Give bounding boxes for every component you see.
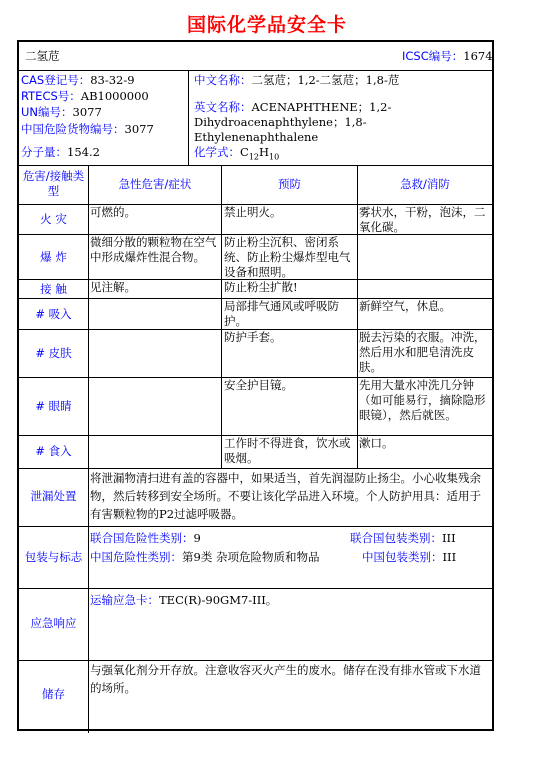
- un-label: UN编号：: [21, 105, 73, 119]
- storage-text: 与强氧化剂分开存放。注意收容灭火产生的废水。储存在没有排水管或下水道的场所。: [90, 663, 481, 695]
- cn-packing-group-value: III: [442, 550, 457, 564]
- ingestion-prevention: 工作时不得进食，饮水或吸烟。: [224, 436, 351, 465]
- rule: [19, 526, 492, 527]
- cn-name-label: 中文名称：: [194, 73, 252, 87]
- emergency-label: 应急响应: [30, 616, 77, 630]
- ingestion-first-aid: 漱口。: [359, 436, 394, 450]
- cn-name-value: 二氢苊；1,2-二氢苊；1,8-苊: [251, 73, 400, 87]
- cn-hazard-no-label: 中国危险货物编号：: [21, 122, 125, 136]
- rule: [19, 165, 492, 166]
- un-packing-group-label: 联合国包装类别：: [350, 531, 442, 545]
- cn-packing-group-label: 中国包装类别：: [362, 550, 443, 564]
- rtecs-value: AB1000000: [80, 89, 149, 103]
- fire-first-aid: 雾状水，干粉，泡沫，二氧化碳。: [359, 205, 486, 234]
- rule: [357, 166, 358, 469]
- en-name-line2: Dihydroacenaphthylene；1,8-: [194, 115, 367, 129]
- en-name-line3: Ethylenenaphthalene: [194, 130, 319, 144]
- inhalation-first-aid: 新鲜空气，休息。: [359, 299, 451, 313]
- cn-hazard-no-value: 3077: [124, 122, 154, 136]
- transport-card-label: 运输应急卡：: [90, 593, 159, 607]
- row-label-eye: # 眼睛: [35, 399, 72, 413]
- explosion-prevention: 防止粉尘沉积、密闭系统、防止粉尘爆炸型电气设备和照明。: [224, 235, 351, 279]
- mw-value: 154.2: [67, 145, 100, 159]
- icsc-value: 1674: [463, 49, 493, 63]
- skin-prevention: 防护手套。: [224, 330, 282, 344]
- cas-value: 83-32-9: [90, 73, 135, 87]
- header-first-aid: 急救/消防: [400, 177, 450, 191]
- fire-hazard: 可燃的。: [90, 205, 136, 219]
- un-hazard-class-value: 9: [193, 531, 201, 545]
- spill-label: 泄漏处置: [30, 489, 77, 503]
- inhalation-prevention: 局部排气通风或呼吸防护。: [224, 299, 339, 328]
- transport-card-value: TEC(R)-90GM7-III。: [159, 593, 278, 607]
- spill-text: 将泄漏物清扫进有盖的容器中，如果适当，首先润湿防止扬尘。小心收集残余物，然后转移到安全场所。不要让该化学品进入环境。个人防护用具：适用于有害颗粒物的P2过滤呼吸器。: [90, 471, 481, 521]
- eye-prevention: 安全护目镜。: [224, 378, 293, 392]
- row-label-inhalation: # 吸入: [35, 307, 72, 321]
- un-packing-group-value: III: [442, 531, 456, 545]
- cn-hazard-class-label: 中国危险性类别：: [90, 550, 182, 564]
- row-label-fire: 火 灾: [40, 212, 67, 226]
- skin-first-aid: 脱去污染的衣服。冲洗，然后用水和肥皂清洗皮肤。: [359, 330, 486, 374]
- row-label-ingestion: # 食入: [35, 444, 72, 458]
- fire-prevention: 禁止明火。: [224, 205, 282, 219]
- header-type: 危害/接触类型: [22, 169, 85, 198]
- eye-first-aid: 先用大量水冲洗几分钟（如可能易行，摘除隐形眼镜），然后就医。: [359, 378, 486, 422]
- card-title: 国际化学品安全卡: [186, 14, 347, 36]
- un-hazard-class-label: 联合国危险性类别：: [90, 531, 194, 545]
- row-label-contact: 接 触: [40, 282, 67, 296]
- formula: $C_{12}H_{10}$: [240, 145, 280, 162]
- explosion-hazard: 微细分散的颗粒物在空气中形成爆炸性混合物。: [90, 235, 217, 264]
- rtecs-label: RTECS号：: [21, 89, 81, 103]
- chemical-name: 二氢苊: [25, 49, 60, 63]
- un-value: 3077: [72, 105, 102, 119]
- contact-prevention: 防止粉尘扩散!: [224, 280, 298, 294]
- cas-label: CAS登记号：: [21, 73, 91, 87]
- storage-label: 储存: [42, 687, 65, 701]
- cn-hazard-class-value: 第9类 杂项危险物质和物品: [182, 550, 320, 564]
- icsc-label: ICSC编号：: [402, 49, 464, 63]
- packaging-label: 包装与标志: [24, 550, 83, 564]
- header-prevention: 预防: [278, 177, 301, 191]
- en-name-line1: ACENAPHTHENE；1,2-: [251, 100, 392, 114]
- header-hazard: 急性危害/症状: [118, 177, 192, 191]
- rule: [188, 71, 189, 166]
- rule: [19, 588, 492, 589]
- rule: [88, 166, 89, 733]
- en-name-label: 英文名称：: [194, 100, 252, 114]
- contact-hazard: 见注解。: [90, 280, 136, 294]
- formula-label: 化学式：: [194, 145, 240, 159]
- row-label-explosion: 爆 炸: [40, 250, 67, 264]
- row-label-skin: # 皮肤: [35, 346, 72, 360]
- rule: [19, 70, 492, 71]
- safety-card: [17, 40, 494, 731]
- mw-label: 分子量：: [21, 145, 67, 159]
- rule: [221, 166, 222, 469]
